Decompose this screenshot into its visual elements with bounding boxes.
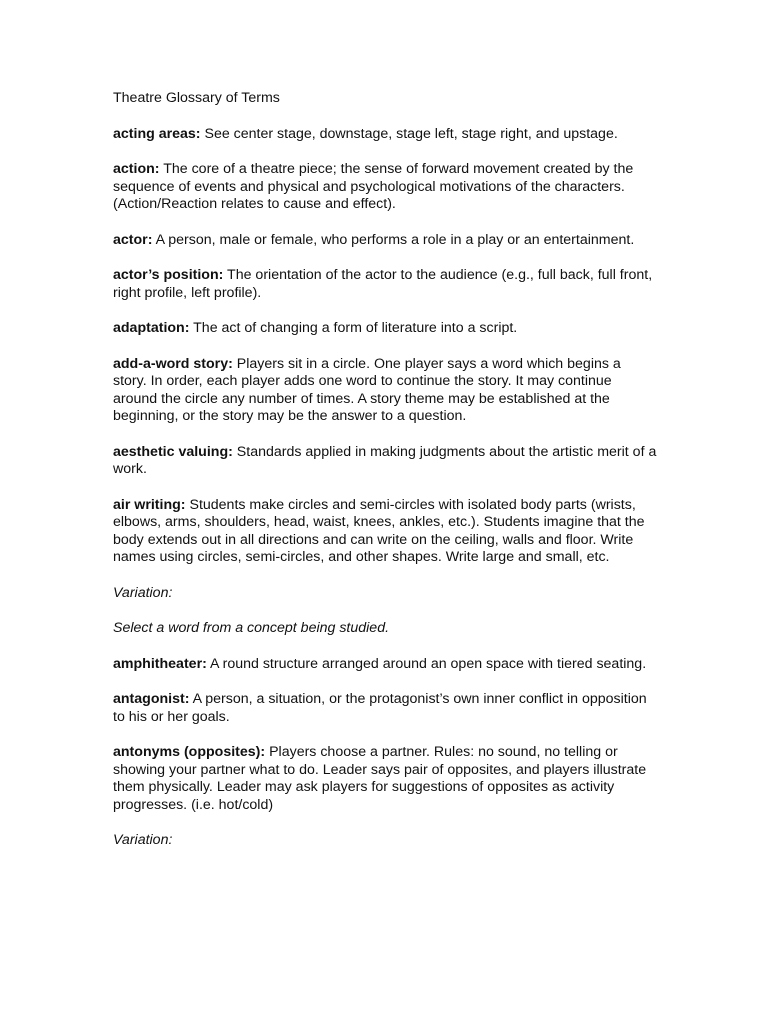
term-label: aesthetic valuing: xyxy=(113,443,233,460)
term-label: air writing: xyxy=(113,496,186,513)
term-definition: Players choose a partner. Rules: no sound, no telling or showing your partner what to do. Leader says pair of opposites, and players illustrate them physically. Leader may ask players for suggestions of opposites as activity progresses. (i.e. hot/cold) xyxy=(113,744,647,813)
term-label: antagonist: xyxy=(113,691,190,707)
term-definition: A person, a situation, or the protagonist’s own inner conflict in opposition to his or her goals. xyxy=(113,691,647,725)
glossary-entry-actors-position xyxy=(113,267,658,302)
variation-heading: Variation: xyxy=(113,832,173,848)
glossary-entry-antagonist xyxy=(113,691,658,726)
term-label: antonyms (opposites): xyxy=(113,744,266,760)
glossary-entry-actor xyxy=(113,232,658,250)
term-label: amphitheater: xyxy=(113,655,207,672)
glossary-entry-amphitheater xyxy=(113,656,658,674)
term-label: acting areas: xyxy=(113,125,201,142)
term-definition: Students make circles and semi-circles with isolated body parts (wrists, elbows, arms, shoulders, head, waist, knees, ankles, etc.). Students imagine that the body extends out in all directions and can write on the ceiling, walls and floor. Write names using circles, semi-circles, and other shapes. Write large and small, etc. xyxy=(113,496,645,565)
term-definition: A round structure arranged around an open space with tiered seating. xyxy=(209,655,647,672)
variation-heading: Variation: xyxy=(113,584,173,601)
glossary-entry-add-a-word-story xyxy=(113,356,658,426)
document-page xyxy=(113,90,658,868)
glossary-entry-adaptation xyxy=(113,320,658,338)
variation-text: Select a word from a concept being studied. xyxy=(113,620,390,636)
term-definition: The orientation of the actor to the audience (e.g., full back, full front, right profile, left profile). xyxy=(113,267,653,301)
term-label: add-a-word story: xyxy=(113,355,233,372)
term-definition: See center stage, downstage, stage left, stage right, and upstage. xyxy=(204,125,618,142)
term-definition: A person, male or female, who performs a role in a play or an entertainment. xyxy=(155,231,635,248)
glossary-entry-action xyxy=(113,161,658,214)
term-definition: Players sit in a circle. One player says a word which begins a story. In order, each player adds one word to continue the story. It may continue around the circle any number of times. A story theme may be established at the beginning, or the story may be the answer to a question. xyxy=(113,355,621,424)
term-label: actor: xyxy=(113,231,153,248)
term-label: actor’s position: xyxy=(113,267,224,283)
term-definition: The act of changing a form of literature into a script. xyxy=(193,320,518,336)
glossary-entry-antonyms xyxy=(113,744,658,814)
glossary-entry-acting-areas xyxy=(113,126,658,144)
term-definition: The core of a theatre piece; the sense of forward movement created by the sequence of events and physical and psychological motivations of the characters.(Action/Reaction relates to cause and effect). xyxy=(113,161,634,212)
term-label: action: xyxy=(113,161,160,177)
document-title: Theatre Glossary of Terms xyxy=(113,90,280,106)
term-definition: Standards applied in making judgments about the artistic merit of a work. xyxy=(113,443,657,477)
glossary-entry-aesthetic-valuing xyxy=(113,444,658,479)
glossary-entry-air-writing xyxy=(113,497,658,567)
term-label: adaptation: xyxy=(113,320,190,336)
